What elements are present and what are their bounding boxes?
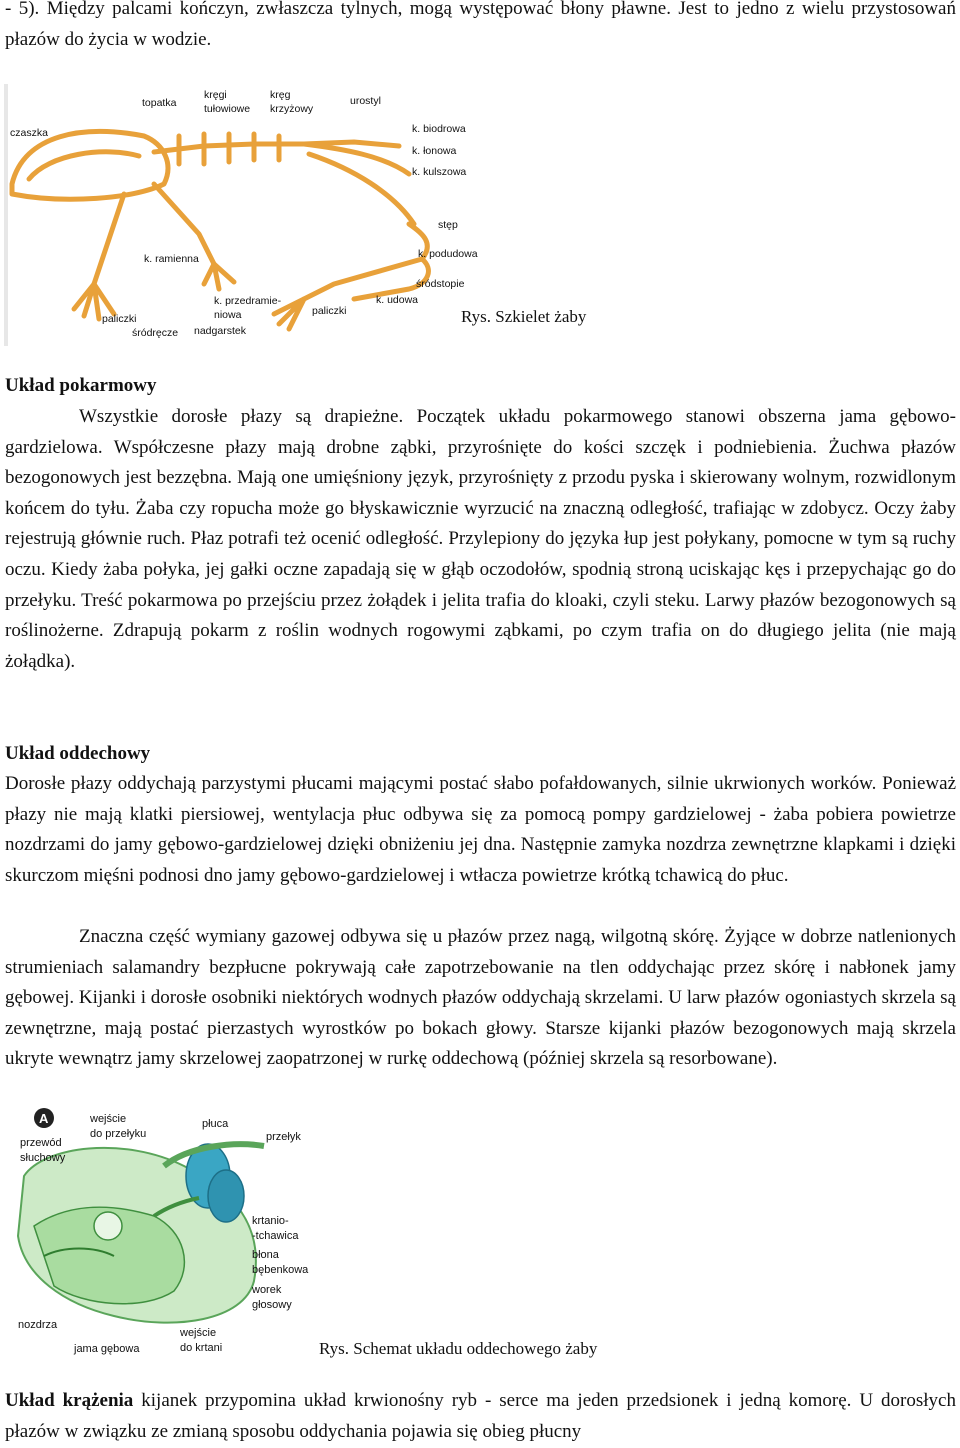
circulatory-heading: Układ krążenia [5,1390,134,1411]
label-kreg-2: krzyżowy [270,103,314,115]
respiratory-paragraph-1: Dorosłe płazy oddychają parzystymi płucami mającymi postać słabo pofałdowanych, silnie ukrwionych worków. Ponieważ płazy nie mają klatki piersiowej, wentylacja płuc odbywa się za pomocą pompy gardzielowej - żaba pobiera powietrze nozdrzami do jamy gębowo-gardzielowej dzięki obniżeniu jej dna. Następnie zamyka nozdrza zewnętrzne klapkami i dzięki skurczom mięśni podnosi dno jamy gębowo-gardzielowej i wtłacza powietrze krótką tchawicą do płuc. [5,773,956,886]
label-k-podudowa: k. podudowa [418,248,478,260]
label-k-lonowa: k. łonowa [412,145,457,157]
frog-skeleton-figure [4,84,504,346]
figure-badge: A [39,1111,49,1126]
label-jama-gebowa: jama gębowa [74,1343,140,1355]
skeleton-caption: Rys. Szkielet żaby [461,307,587,326]
label-przelyk: przełyk [266,1131,301,1143]
label-pluca: płuca [202,1118,229,1130]
label-wejscie-krtani-2: do krtani [180,1342,223,1354]
label-k-kulszowa: k. kulszowa [412,166,467,178]
label-czaszka: czaszka [10,127,48,139]
label-przewod-2: słuchowy [20,1152,66,1164]
label-k-przedramieniowa-2: niowa [214,309,242,321]
label-srodstopie: śródstopie [416,278,465,290]
label-topatka: topatka [142,97,177,109]
label-blona-2: bębenkowa [252,1264,309,1276]
digestive-heading: Układ pokarmowy [5,375,157,396]
label-krtanio-1: krtanio- [252,1215,289,1227]
respiratory-paragraph-2: Znaczna część wymiany gazowej odbywa się u płazów przez nagą, wilgotną skórę. Żyjące w dobrze natlenionych strumieniach salamandry bezpłucne pokrywają całe zapotrzebowanie na tlen oddychając przez skórę i nabłonek jamy gębowej. Kijanki i dorosłe osobniki niektórych wodnych płazów oddychają skrzelami. U larw płazów ogoniastych skrzela są zewnętrzne, mają postać pierzastych wyrostków po bokach głowy. Starsze kijanki płazów bezogonowych mają skrzela ukryte wewnątrz jamy skrzelowej zaopatrzonej w rurkę oddechową (później skrzela są resorbowane). [5,926,956,1070]
circulatory-paragraph [5,1386,956,1447]
label-kregi-2: tułowiowe [204,103,251,115]
label-k-przedramieniowa-1: k. przedramie- [214,295,282,307]
label-wejscie-przelyku-1: wejście [90,1113,127,1125]
respiratory-caption: Rys. Schemat układu oddechowego żaby [319,1339,598,1358]
digestive-paragraph: Wszystkie dorosłe płazy są drapieżne. Początek układu pokarmowego stanowi obszerna jama gębowo-gardzielowa. Współczesne płazy mają drobne ząbki, przyrośnięte do kości szczęk i podniebienia. Żuchwa płazów bezogonowych jest bezzębna. Mają one umięśniony język, przyrośnięty z przodu pyska i skierowany wolnym, rozwidlonym końcem do tyłu. Żaba czy ropucha może go błyskawicznie wyrzucić na znaczną odległość, trafiając w zdobycz. Oczy żaby rejestrują głównie ruch. Płaz potrafi też ocenić odległość. Przylepiony do języka łup jest połykany, pomocne w tym są ruchy oczu. Kiedy żaba połyka, jej gałki oczne zapadają się w głąb oczodołów, spodnią stroną uciskając kęs i przepychając go do przełyku. Treść pokarmowa po przejściu przez żołądek i jelita trafia do kloaki, czyli steku. Larwy płazów bezogonowych są roślinożerne. Zdrapują pokarm z roślin wodnych rogowymi ząbkami, po czym trafia on do długiego jelita (nie mają żołądka). [5,406,956,672]
label-worek-2: głosowy [252,1299,292,1311]
label-krtanio-2: -tchawica [252,1230,299,1242]
label-przewod-1: przewód [20,1137,62,1149]
label-k-udowa: k. udowa [376,294,419,306]
label-blona-1: błona [252,1249,279,1261]
label-nozdrza: nozdrza [18,1319,58,1331]
respiratory-heading: Układ oddechowy [5,743,151,764]
label-step: stęp [438,219,458,231]
label-worek-1: worek [252,1284,282,1296]
label-k-ramienna: k. ramienna [144,253,199,265]
label-kreg-1: kręg [270,89,291,101]
intro-paragraph: - 5). Między palcami kończyn, zwłaszcza tylnych, mogą występować błony pławne. Jest to jedno z wielu przystosowań płazów do życia w wodzie. [5,0,956,50]
label-paliczki-right: paliczki [312,305,347,317]
label-paliczki-left: paliczki [102,313,137,325]
label-kregi-1: kręgi [204,89,227,101]
label-k-biodrowa: k. biodrowa [412,123,466,135]
frog-respiratory-figure [4,1106,324,1358]
circulatory-text: kijanek przypomina układ krwionośny ryb - serce ma jeden przedsionek i jedną komorę. U dorosłych płazów w związku ze zmianą sposobu oddychania pojawia się obieg płucny [5,1390,956,1442]
label-nadgarstek: nadgarstek [194,325,246,337]
label-srodrecze: śródręcze [132,327,179,339]
label-wejscie-przelyku-2: do przełyku [90,1128,147,1140]
label-urostyl: urostyl [350,95,381,107]
label-wejscie-krtani-1: wejście [180,1327,217,1339]
